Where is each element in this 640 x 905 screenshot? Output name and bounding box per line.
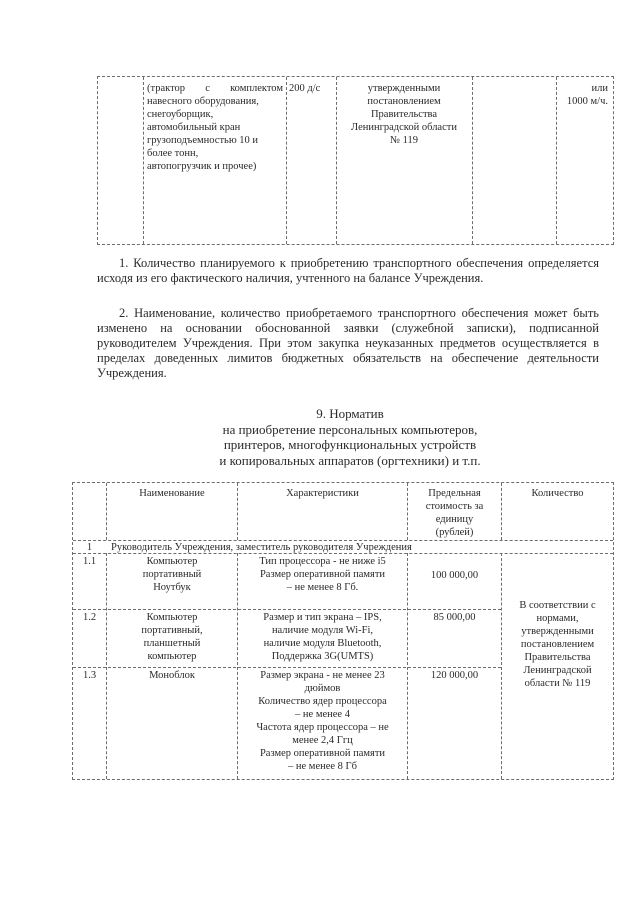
row-characteristics	[238, 611, 407, 663]
text-line: – не менее 8 Гб.	[286, 582, 359, 593]
row-price: 100 000,00	[430, 570, 479, 581]
text-line: № 119	[389, 135, 418, 146]
text-line: автопогрузчик и прочее)	[147, 161, 257, 172]
text-line: более тонн,	[147, 148, 199, 159]
text-line: Компьютер	[146, 556, 198, 567]
text-line: Размер оперативной памяти	[259, 569, 386, 580]
quantity-cell	[502, 599, 613, 690]
row-name	[107, 611, 237, 663]
table-row-divider	[73, 609, 501, 610]
text-line: планшетный	[143, 638, 201, 649]
text-line: Компьютер	[146, 612, 198, 623]
text-line: Ноутбук	[153, 582, 191, 593]
row-characteristics	[238, 669, 407, 773]
text-line: снегоуборщик,	[147, 109, 214, 120]
text-line: Размер оперативной памяти	[259, 748, 386, 759]
row-price: 85 000,00	[433, 612, 476, 623]
row-number: 1.3	[82, 670, 97, 681]
group-row-label: Руководитель Учреждения, заместитель руководителя Учреждения	[111, 542, 412, 553]
text-line: менее 2,4 Ггц	[292, 735, 353, 746]
text-line: Поддержка 3G(UMTS)	[271, 651, 374, 662]
table-divider	[286, 77, 287, 244]
text-line: – не менее 4	[295, 709, 350, 720]
text-line: наличие модуля Bluetooth,	[263, 638, 382, 649]
text-line: Размер экрана - не менее 23	[260, 670, 385, 681]
text-line: постановлением	[520, 639, 595, 650]
header-quantity: Количество	[531, 488, 584, 499]
group-row-number: 1	[86, 542, 93, 553]
section-heading	[140, 406, 560, 468]
row-number: 1.1	[82, 556, 97, 567]
text-line: автомобильный кран	[147, 122, 241, 133]
vehicle-description-cell	[147, 82, 283, 173]
transport-table-fragment	[97, 76, 614, 245]
header-name: Наименование	[139, 488, 205, 499]
text-line: Количество ядер процессора	[258, 696, 387, 707]
text-line: постановлением	[367, 96, 441, 107]
limit-cell	[556, 82, 608, 108]
row-number: 1.2	[82, 612, 97, 623]
header-price	[408, 487, 501, 539]
text-line: Правительства	[370, 109, 438, 120]
header-characteristics: Характеристики	[286, 488, 359, 499]
text-line: компьютер	[147, 651, 197, 662]
row-characteristics	[238, 555, 407, 594]
row-price: 120 000,00	[430, 670, 479, 681]
text-line: Предельная	[428, 488, 481, 499]
text-line: грузоподъемностью 10 и	[147, 135, 259, 146]
price-cell: 200 д/с	[289, 83, 321, 94]
text-line: Правительства	[524, 652, 591, 663]
text-line: единицу	[435, 514, 474, 525]
paragraph-1: 1. Количество планируемого к приобретению транспортного обеспечения определяется исходя из его фактического наличия, учтенного на балансе Учреждения.	[97, 256, 599, 285]
text-line: портативный	[142, 569, 202, 580]
table-divider	[336, 77, 337, 244]
row-name	[107, 669, 237, 682]
text-line: В соответствии с	[519, 600, 596, 611]
text-line: (рублей)	[435, 527, 474, 538]
text-line: области № 119	[524, 678, 591, 689]
text-line: Ленинградской	[523, 665, 592, 676]
text-line: утвержденными	[521, 626, 594, 637]
table-divider	[143, 77, 144, 244]
text-line: наличие модуля Wi-Fi,	[271, 625, 374, 636]
text-line: Тип процессора - не ниже i5	[259, 556, 386, 567]
text-line: 1000 м/ч.	[566, 96, 608, 107]
text-line: – не менее 8 Гб	[288, 761, 357, 772]
text-line: Моноблок	[149, 670, 195, 681]
text-line: дюймов	[304, 683, 341, 694]
heading-line: 9. Норматив	[316, 406, 384, 421]
heading-line: и копировальных аппаратов (оргтехники) и т.п.	[219, 452, 481, 468]
text-line: навесного оборудования,	[147, 96, 259, 107]
text-line: портативный,	[141, 625, 203, 636]
heading-line: принтеров, многофункциональных устройств	[223, 437, 477, 452]
text-line: утвержденными	[367, 83, 441, 94]
row-name	[107, 555, 237, 594]
text-line: (трактор с комплектом	[147, 83, 283, 94]
paragraph-2: 2. Наименование, количество приобретаемого транспортного обеспечения может быть изменено на основании обоснованной заявки (служебной записки), подписанной руководителем Учреждения. При этом закупка неуказанных предметов осуществляется в пределах доведенных лимитов бюджетных обязательств на обеспечение деятельности Учреждения.	[97, 306, 599, 380]
text-line: стоимость за	[425, 501, 484, 512]
text-line: или	[591, 83, 608, 94]
basis-cell	[338, 82, 470, 147]
heading-line: на приобретение персональных компьютеров,	[222, 421, 478, 437]
text-line: Ленинградской области	[351, 122, 457, 133]
text-line: нормами,	[536, 613, 579, 624]
norm-table	[72, 482, 614, 780]
table-divider	[472, 77, 473, 244]
table-divider	[407, 553, 408, 779]
text-line: Частота ядер процессора – не	[256, 722, 389, 733]
table-row-divider	[73, 667, 501, 668]
text-line: Размер и тип экрана – IPS,	[263, 612, 382, 623]
